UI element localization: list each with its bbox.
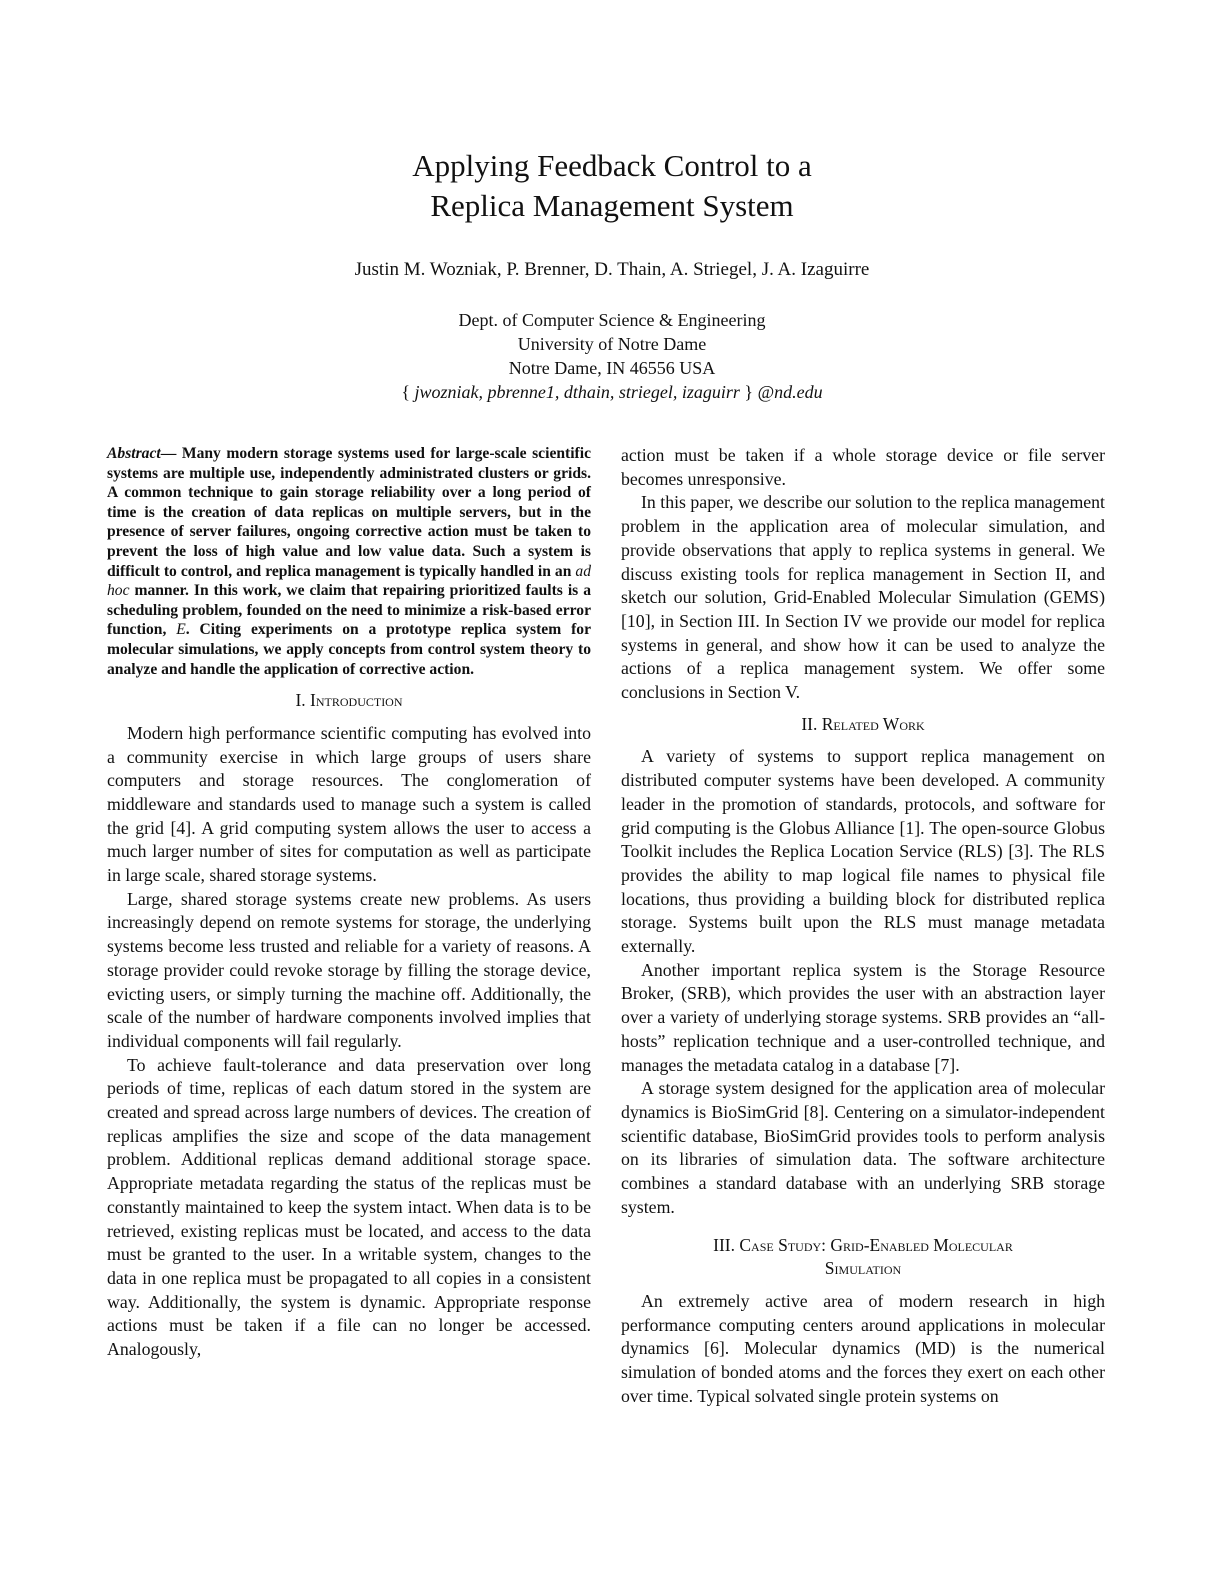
left-column <box>107 444 591 1362</box>
case-heading-line-1: III. Case Study: Grid-Enabled Molecular <box>713 1234 1013 1255</box>
intro-paragraph-1: Modern high performance scientific computing has evolved into a community exercise in which large groups of users share computers and storage resources. The conglomeration of middleware and standards used to manage such a system is called the grid [4]. A grid computing system allows the user to access a much larger number of sites for computation as well as participate in large scale, shared storage systems. <box>107 722 591 886</box>
abstract-error-variable: E <box>176 621 186 639</box>
abstract-text-2: manner. In this work, we claim that repairing prioritized faults is a scheduling problem, founded on the need to minimize a risk-based error function, <box>107 582 591 639</box>
section-heading-related-work: II. Related Work <box>801 713 925 734</box>
abstract-text-1: Many modern storage systems used for large-scale scientific systems are multiple use, independently administrated clusters or grids. A common technique to gain storage reliability over a long period of time is the creation of data replicas on multiple servers, but in the presence of server failures, ongoing corrective action must be taken to prevent the loss of high value and low value data. Such a system is difficult to control, and replica management is typically handled in an <box>107 445 592 580</box>
author-list: Justin M. Wozniak, P. Brenner, D. Thain, A. Striegel, J. A. Izaguirre <box>354 259 870 280</box>
related-paragraph-2: Another important replica system is the Storage Resource Broker, (SRB), which provides the user with an abstraction layer over a variety of underlying storage systems. SRB provides an “all-hosts” replication technique and a user-controlled technique, and manages the metadata catalog in a database [7]. <box>621 959 1105 1075</box>
abstract-ad-hoc: ad hoc <box>107 562 591 600</box>
section-heading-introduction: I. Introduction <box>295 690 403 711</box>
section-heading-case-study <box>621 1234 1105 1281</box>
email-brace-open: { <box>401 382 411 402</box>
affiliation-university: University of Notre Dame <box>517 334 707 354</box>
intro-paragraph-3-continued: action must be taken if a whole storage device or file server becomes unresponsive. <box>621 445 1105 489</box>
abstract-text-3: . Citing experiments on a prototype replica system for molecular simulations, we apply concepts from control system theory to analyze and handle the application of corrective action. <box>107 621 591 678</box>
related-paragraph-3: A storage system designed for the application area of molecular dynamics is BioSimGrid [8]. Centering on a simulator-independent scientific database, BioSimGrid provides tools to perform analysis on its libraries of simulation data. The software architecture combines a standard database with an underlying SRB storage system. <box>621 1078 1105 1217</box>
case-paragraph-1: An extremely active area of modern research in high performance computing centers around applications in molecular dynamics [6]. Molecular dynamics (MD) is the numerical simulation of bonded atoms and the forces they exert on each other over time. Typical solvated single protein systems on <box>621 1290 1105 1406</box>
intro-paragraph-2: Large, shared storage systems create new problems. As users increasingly depend on remote systems for storage, the underlying systems become less trusted and reliable for a variety of reasons. A storage provider could revoke storage by filling the storage device, evicting users, or simply turning the machine off. Additionally, the scale of the number of hardware components involved implies that individual components will fail regularly. <box>107 888 591 1051</box>
right-column <box>621 444 1105 1408</box>
abstract-label: Abstract <box>107 445 161 462</box>
affiliation-dept: Dept. of Computer Science & Engineering <box>458 310 766 330</box>
abstract <box>107 444 591 679</box>
title-line-1: Applying Feedback Control to a <box>412 148 812 183</box>
email-brace-close: } <box>744 382 754 402</box>
intro-paragraph-3: To achieve fault-tolerance and data preservation over long periods of time, replicas of each datum stored in the system are created and spread across large numbers of devices. The creation of replicas amplifies the size and scope of the data management problem. Additional replicas demand additional storage space. Appropriate metadata regarding the status of the replicas must be constantly maintained to keep the system intact. When data is to be retrieved, existing replicas must be located, and access to the data must be granted to the user. In a writable system, changes to the data in one replica must be propagated to all copies in a consistent way. Additionally, the system is dynamic. Appropriate response actions must be taken if a file can no longer be accessed. Analogously, <box>107 1054 591 1360</box>
abstract-dash: — <box>160 445 182 462</box>
related-paragraph-1: A variety of systems to support replica management on distributed computer systems have been developed. A community leader in the promotion of standards, protocols, and software for grid computing is the Globus Alliance [1]. The open-source Globus Toolkit includes the Replica Location Service (RLS) [3]. The RLS provides the ability to map logical file names to physical file locations, thus providing a building block for distributed replica storage. Systems built upon the RLS must manage metadata externally. <box>621 746 1105 957</box>
email-domain: @nd.edu <box>753 382 823 402</box>
email-names: jwozniak, pbrenne1, dthain, striegel, izaguirr <box>410 382 745 402</box>
affiliation-address: Notre Dame, IN 46556 USA <box>508 358 716 378</box>
case-heading-line-2: Simulation <box>824 1258 902 1279</box>
title-line-2: Replica Management System <box>430 188 794 223</box>
affiliation-block <box>0 308 1224 404</box>
affiliation-email <box>0 380 1224 404</box>
paper-title <box>0 146 1224 226</box>
intro-paragraph-4: In this paper, we describe our solution to the replica management problem in the application area of molecular simulation, and provide observations that apply to replica systems in general. We discuss existing tools for replica management in Section II, and sketch our solution, Grid-Enabled Molecular Simulation (GEMS) [10], in Section III. In Section IV we provide our model for replica systems in general, and show how it can be used to analyze the actions of a replica management system. We offer some conclusions in Section V. <box>621 492 1105 703</box>
